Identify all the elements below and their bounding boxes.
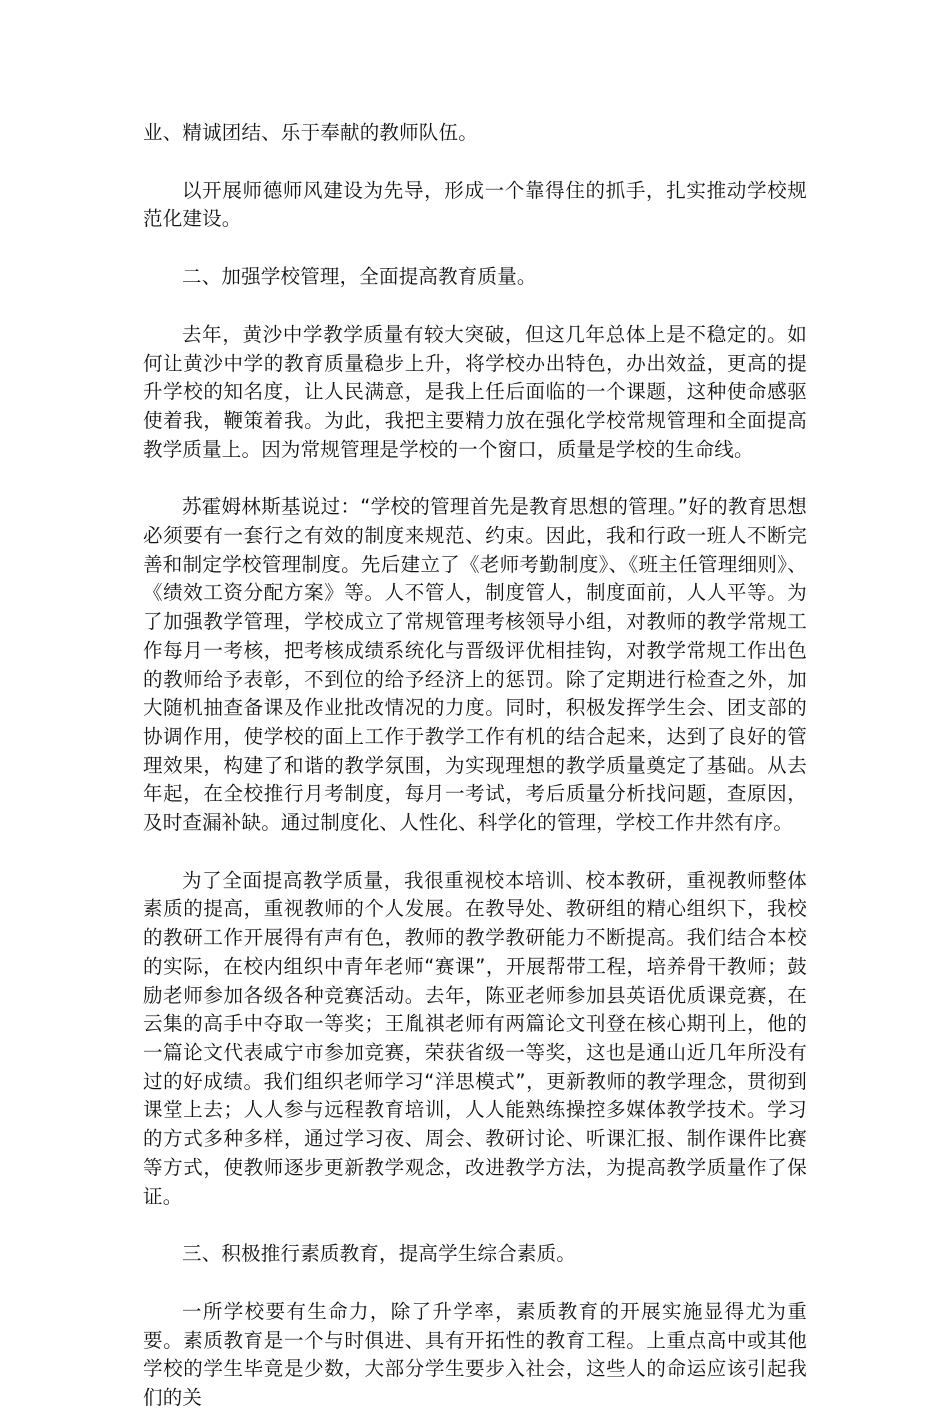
paragraph-management-system: 苏霍姆林斯基说过：“学校的管理首先是教育思想的管理。”好的教育思想必须要有一套行之有效的制度来规范、约束。因此，我和行政一班人不断完善和制定学校管理制度。先后建立了《老师考勤制度》、《班主任管理细则》、《绩效工资分配方案》等。人不管人，制度管人，制度面前，人人平等。为了加强教学管理，学校成立了常规管理考核领导小组，对教师的教学常规工作每月一考核，把考核成绩系统化与晋级评优相挂钩，对教学常规工作出色的教师给予表彰，不到位的给予经济上的惩罚。除了定期进行检查之外，加大随机抽查备课及作业批改情况的力度。同时，积极发挥学生会、团支部的协调作用，使学校的面上工作于教学工作有机的结合起来，达到了良好的管理效果，构建了和谐的教学氛围，为实现理想的教学质量奠定了基础。从去年起，在全校推行月考制度，每月一考试，考后质量分析找问题，查原因，及时查漏补缺。通过制度化、人性化、科学化的管理，学校工作井然有序。: [143, 495, 807, 835]
paragraph-teacher-ethics: 以开展师德师风建设为先导，形成一个靠得住的抓手，扎实推动学校规范化建设。: [143, 178, 807, 231]
paragraph-teaching-quality: 去年，黄沙中学教学质量有较大突破，但这几年总体上是不稳定的。如何让黄沙中学的教育质量稳步上升，将学校办出特色，办出效益，更高的提升学校的知名度，让人民满意，是我上任后面临的一个课题，这种使命感驱使着我，鞭策着我。为此，我把主要精力放在强化学校常规管理和全面提高教学质量上。因为常规管理是学校的一个窗口，质量是学校的生命线。: [143, 322, 807, 461]
document-body: [143, 119, 807, 1413]
section-heading-2: 二、加强学校管理，全面提高教育质量。: [182, 265, 537, 289]
paragraph-quality-education: 一所学校要有生命力，除了升学率，素质教育的开展实施显得尤为重要。素质教育是一个与时俱进、具有开拓性的教育工程。上重点高中或其他学校的学生毕竟是少数，大部分学生要步入社会，这些人的命运应该引起我们的关: [143, 1299, 807, 1410]
paragraph-teacher-training: 为了全面提高教学质量，我很重视校本培训、校本教研，重视教师整体素质的提高，重视教师的个人发展。在教导处、教研组的精心组织下，我校的教研工作开展得有声有色，教师的教学教研能力不断提高。我们结合本校的实际，在校内组织中青年老师“赛课”，开展帮带工程，培养骨干教师；鼓励老师参加各级各种竞赛活动。去年，陈亚老师参加县英语优质课竞赛，在云集的高手中夺取一等奖；王胤祺老师有两篇论文刊登在核心期刊上，他的一篇论文代表咸宁市参加竞赛，荣获省级一等奖，这也是通山近几年所没有过的好成绩。我们组织老师学习“洋思模式”，更新教师的教学理念，贯彻到课堂上去；人人参与远程教育培训，人人能熟练操控多媒体教学技术。学习的方式多种多样，通过学习夜、周会、教研讨论、听课汇报、制作课件比赛等方式，使教师逐步更新教学观念，改进教学方法，为提高教学质量作了保证。: [143, 868, 807, 1208]
section-heading-3: 三、积极推行素质教育，提高学生综合素质。: [182, 1242, 577, 1266]
paragraph-continuation: 业、精诚团结、乐于奉献的教师队伍。: [143, 121, 478, 144]
